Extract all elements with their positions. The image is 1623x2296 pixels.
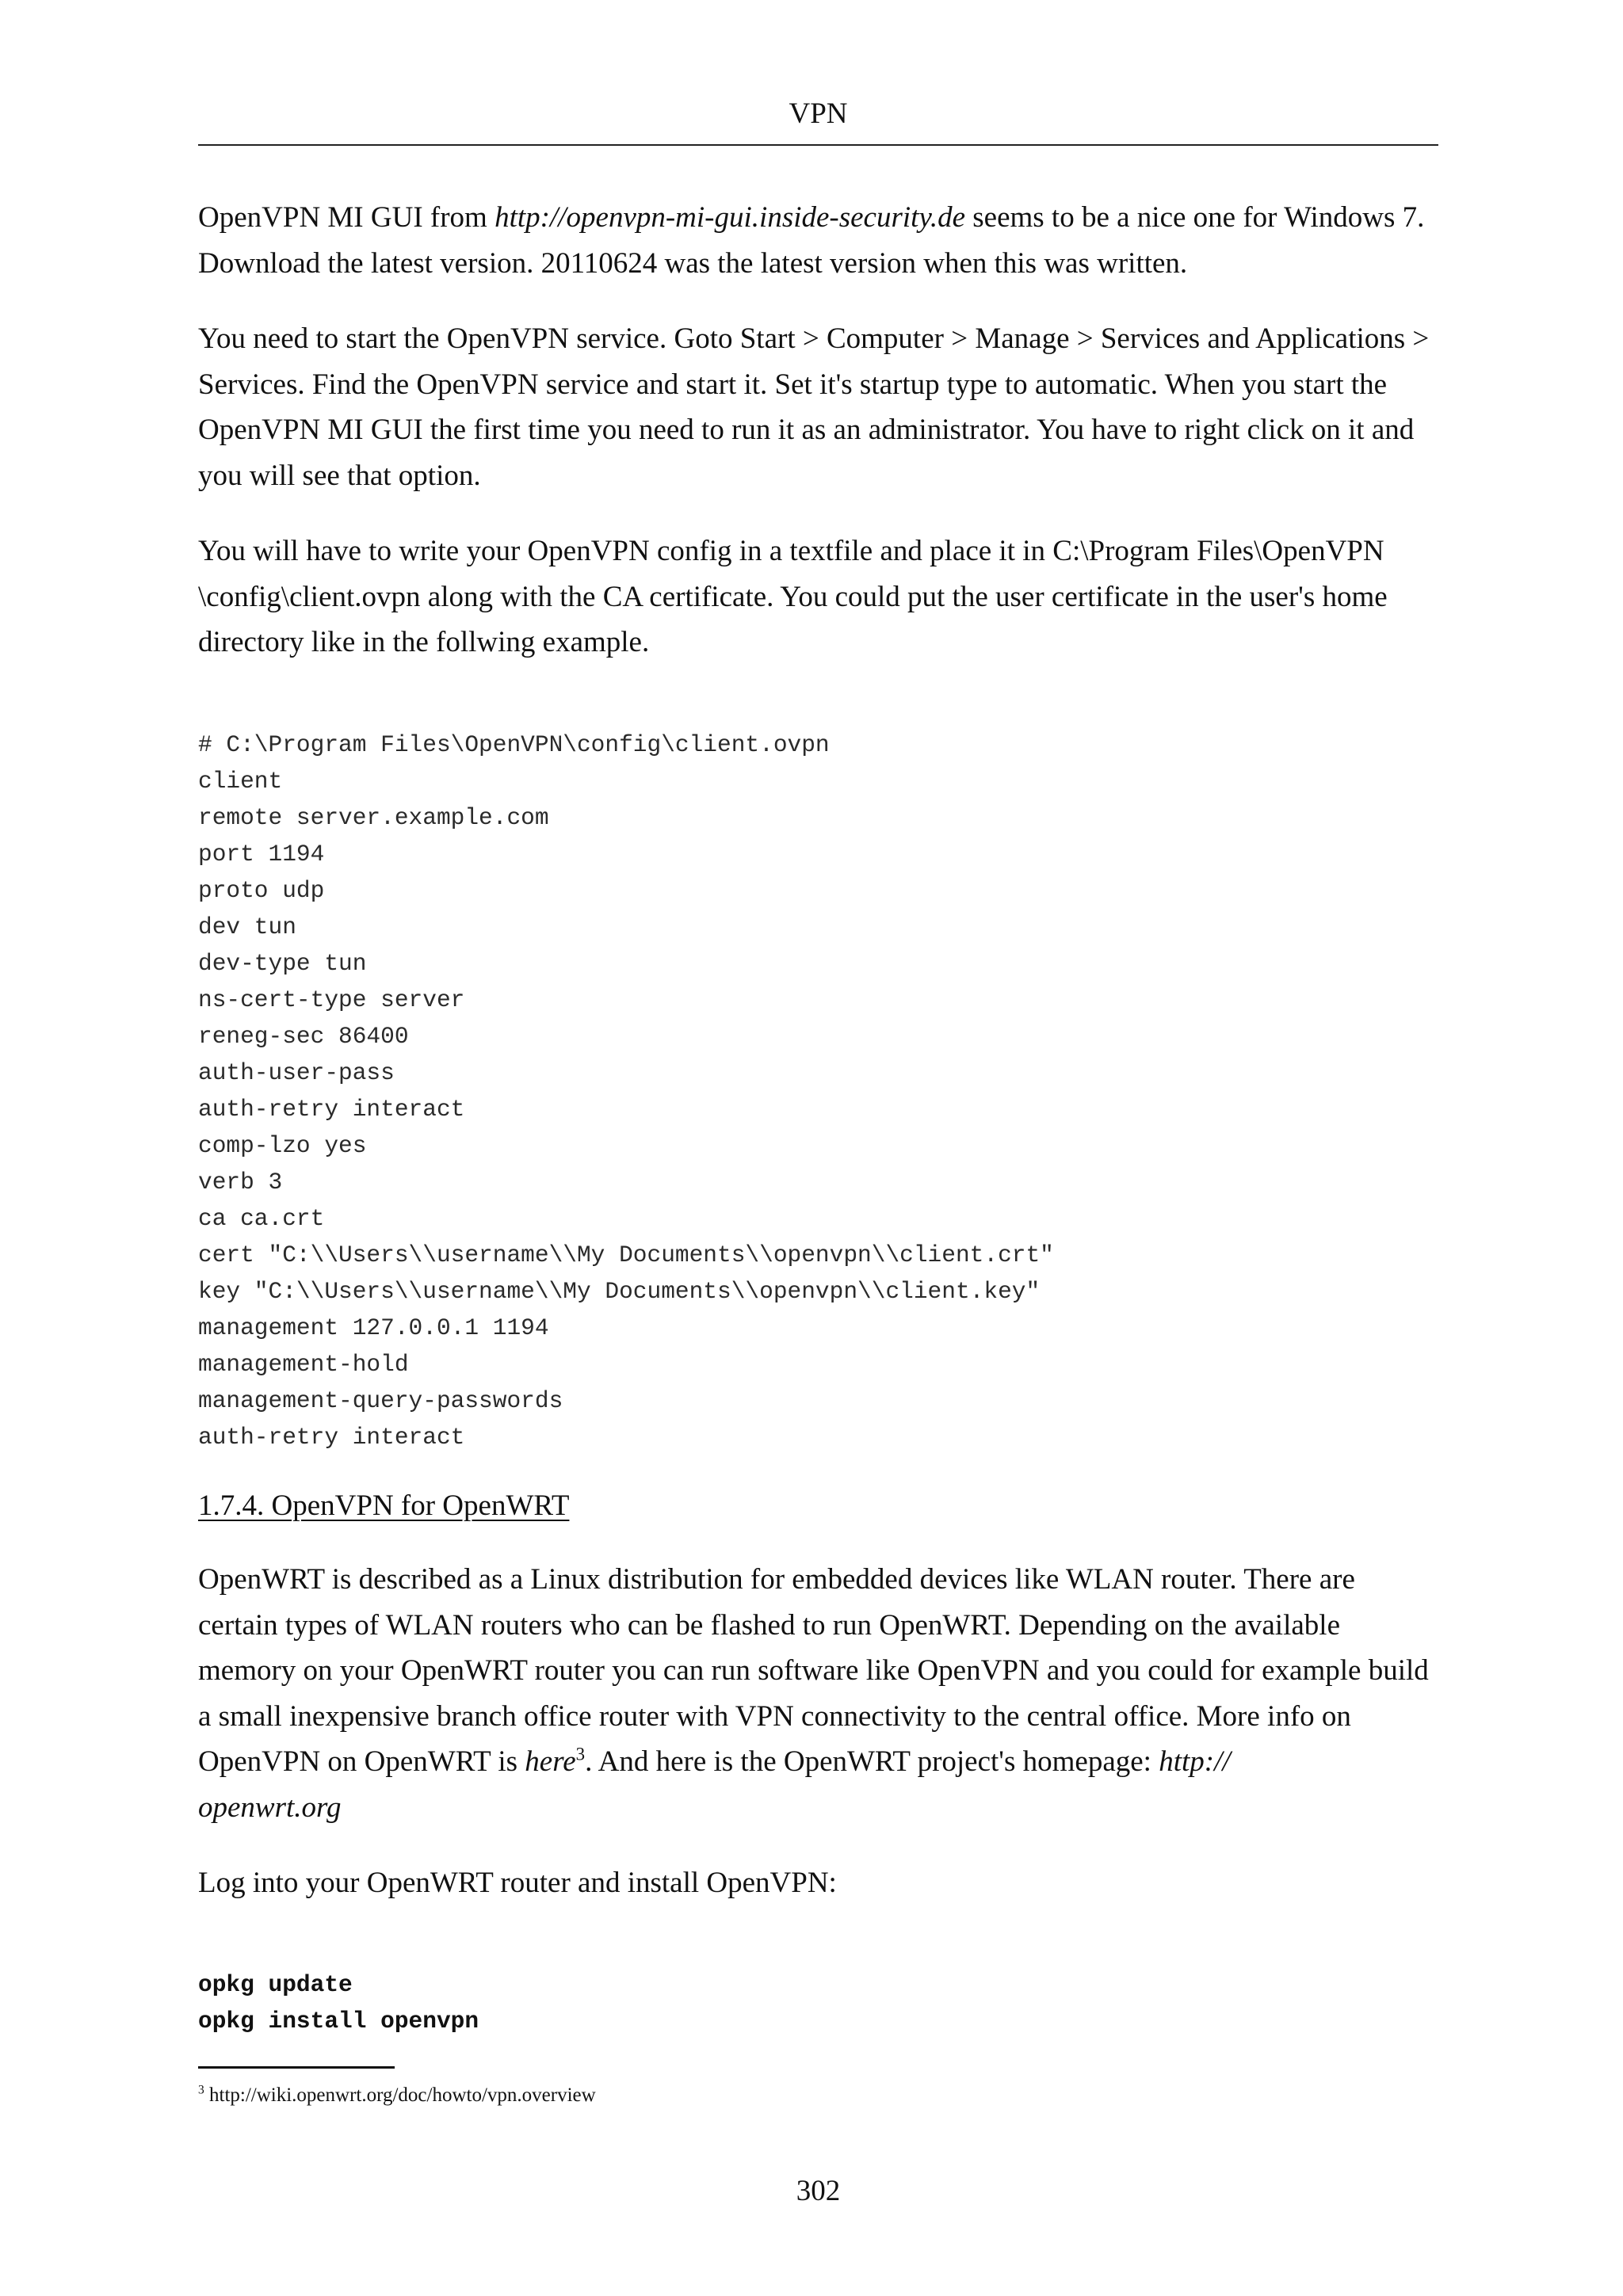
running-header: VPN	[789, 97, 848, 130]
paragraph-install: Log into your OpenWRT router and install OpenVPN:	[198, 1867, 837, 1899]
openwrt-section	[198, 1557, 1438, 1936]
footnote-reference: 3	[575, 1744, 586, 1764]
text-span: . And here is the OpenWRT project's homepage:	[585, 1745, 1159, 1778]
header-rule	[198, 144, 1438, 146]
install-commands-code: opkg update opkg install openvpn	[198, 1971, 479, 2035]
text-span: seems to be a nice one for Windows 7. Download the latest version. 20110624 was the latest version when this was written.	[198, 201, 1425, 280]
document-page	[198, 0, 1438, 2296]
page-number: 302	[796, 2175, 841, 2207]
footnote-mark: 3	[198, 2083, 204, 2097]
openwrt-homepage-link: http://	[1159, 1745, 1231, 1778]
openvpn-mi-gui-link: http://openvpn-mi-gui.inside-security.de	[495, 201, 965, 234]
intro-section	[198, 195, 1438, 696]
text-span: OpenWRT is described as a Linux distribution for embedded devices like WLAN router. There are certain types of WLAN routers who can be flashed to run OpenWRT. Depending on the available memory on your OpenWRT router you can run software like OpenVPN and you could for example build a small inexpensive branch office router with VPN connectivity to the central office. More info on OpenVPN on OpenWRT is	[198, 1563, 1429, 1778]
paragraph-config: You will have to write your OpenVPN config in a textfile and place it in C:\Program Files\OpenVPN \config\client.ovpn along with the CA certificate. You could put the user certificate in the user's home directory like in the follwing example.	[198, 535, 1388, 658]
section-heading: 1.7.4. OpenVPN for OpenWRT	[198, 1489, 570, 1522]
footnote	[198, 2082, 596, 2109]
text-span: OpenVPN MI GUI from	[198, 201, 495, 234]
paragraph-openwrt	[198, 1557, 1438, 1830]
client-config-code: # C:\Program Files\OpenVPN\config\client.ovpn client remote server.example.com port 1194 proto udp dev tun dev-type tun ns-cert-type server reneg-sec 86400 auth-user-pass auth-retry interact comp-lzo yes verb 3 ca ca.crt cert "C:\\Users\\username\\My Documents\\openvpn\\client.crt" key "C:\\Users\\username\\My Documents\\openvpn\\client.key" management 127.0.0.1 1194 management-hold management-query-passwords auth-retry interact	[198, 731, 1054, 1451]
paragraph-service: You need to start the OpenVPN service. Goto Start > Computer > Manage > Services and Applications > Services. Find the OpenVPN service and start it. Set it's startup type to automatic. When you start the OpenVPN MI GUI the first time you need to run it as an administrator. You have to right click on it and you will see that option.	[198, 322, 1430, 492]
footnote-text: http://wiki.openwrt.org/doc/howto/vpn.overview	[204, 2084, 596, 2106]
footnote-rule	[198, 2066, 395, 2069]
openwrt-homepage-link-cont: openwrt.org	[198, 1791, 342, 1824]
paragraph-mi-gui	[198, 195, 1438, 286]
here-link: here	[525, 1745, 576, 1778]
